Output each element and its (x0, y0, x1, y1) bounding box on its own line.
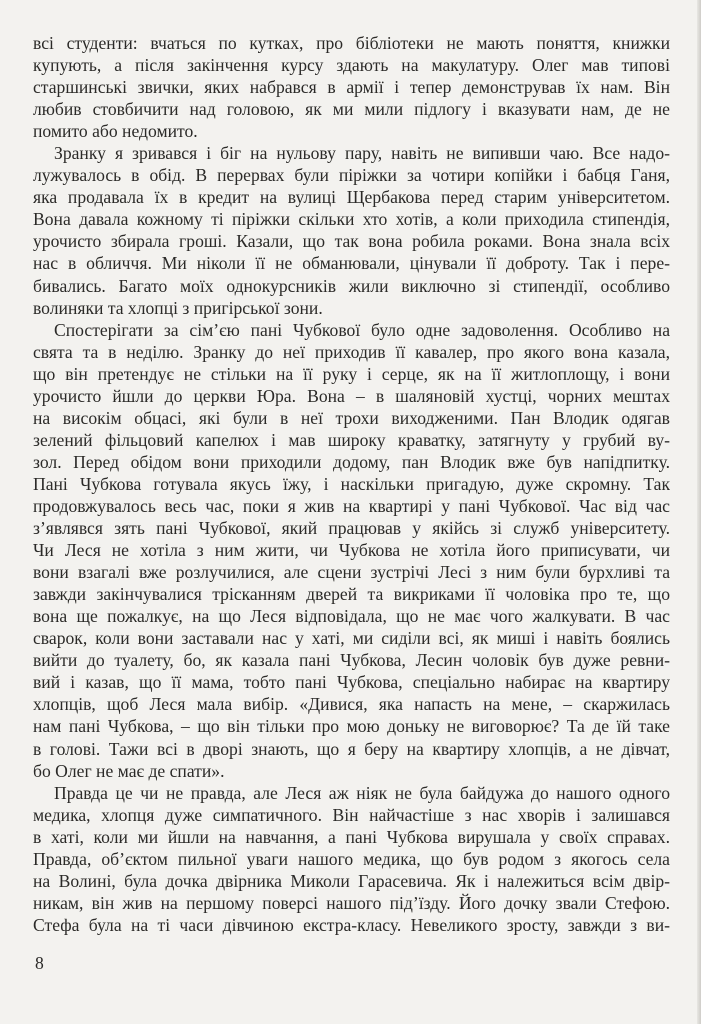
text-line: хлопців, щоб Леся мала вибір. «Дивися, яка напасть на мене, – скаржилась (33, 694, 670, 715)
text-line: продовжувалось весь час, поки я жив на квартирі у пані Чубкової. Час від час (33, 495, 670, 516)
page-number: 8 (35, 953, 44, 973)
text-line: завжди закінчувалися трісканням дверей та викриками її чоловіка про те, що (33, 584, 670, 605)
text-line: волиняки та хлопці з пригірської зони. (33, 297, 323, 318)
text-line: що він претендує не стільки на її руку і серце, як на її житлоплощу, і вони (33, 363, 670, 384)
text-line: з’являвся зять пані Чубкової, який працював у якійсь зі служб університету. (33, 518, 670, 539)
page-edge-shadow (697, 0, 701, 1024)
text-line: вона ще пожалкує, на що Леся відповідала, що не має чого жалкувати. В час (33, 606, 670, 627)
text-line: урочисто йшли до церкви Юра. Вона – в шаляновій хустці, чорних мештах (33, 385, 670, 406)
text-line: урочисто збирала гроші. Казали, що так вона робила роками. Вона знала всіх (33, 231, 670, 252)
text-line: Стефа була на ті часи дівчиною екстра-класу. Невеликого зросту, завжди з ви- (33, 914, 670, 935)
text-line: никам, він жив на першому поверсі нашого під’їзду. Його дочку звали Стефою. (33, 892, 670, 913)
text-line: на Волині, була дочка двірника Миколи Гарасевича. Як і належиться всім двір- (33, 870, 670, 891)
text-line: в хаті, коли ми йшли на навчання, а пані Чубкова вирушала у своїх справах. (33, 826, 670, 847)
text-line: вий і казав, що її мама, тобто пані Чубкова, спеціально набирає на квартиру (33, 672, 670, 693)
text-line: Правда, об’єктом пильної уваги нашого медика, що був родом з якогось села (33, 848, 670, 869)
text-line: вийти до туалету, бо, як казала пані Чубкова, Лесин чоловік був дуже ревни- (33, 650, 670, 671)
text-line: бо Олег не має де спати». (33, 760, 225, 781)
text-line: Пані Чубкова готувала якусь їжу, і наскільки пригадую, дуже скромну. Так (33, 473, 670, 494)
text-line: бивались. Багато моїх однокурсників жили виключно зі стипендії, особливо (33, 275, 670, 296)
text-line: Чи Леся не хотіла з ним жити, чи Чубкова не хотіла його приписувати, чи (33, 540, 670, 561)
text-line: нам пані Чубкова, – що він тільки про мою доньку не виговорює? Та де їй таке (33, 716, 670, 737)
text-line: зол. Перед обідом вони приходили додому, пан Влодик вже був напідпитку. (33, 451, 670, 472)
text-line: яка продавала їх в кредит на вулиці Щербакова перед старим університетом. (33, 187, 670, 208)
text-line: помито або недомито. (33, 121, 198, 142)
text-line: сварок, коли вони заставали нас у хаті, ми сиділи всі, як миші і навіть боялись (33, 628, 670, 649)
text-line: Правда це чи не правда, але Леся аж ніяк не була байдужа до нашого одного (54, 782, 670, 803)
text-line: купують, а після закінчення курсу здають на макулатуру. Олег мав типові (33, 55, 670, 76)
text-line: свята та в неділю. Зранку до неї приходив її кавалер, про якого вона казала, (33, 341, 670, 362)
text-line: Спостерігати за сім’єю пані Чубкової було одне задоволення. Особливо на (54, 319, 670, 340)
text-line: вони взагалі вже розлучилися, але сцени зустрічі Лесі з ним були бурхливі та (33, 562, 670, 583)
page-body-text (33, 32, 670, 936)
text-line: Зранку я зривався і біг на нульову пару, навіть не випивши чаю. Все надо- (54, 143, 670, 164)
text-line: любив стовбичити над головою, як ми мили підлогу і вказувати нам, де не (33, 99, 670, 120)
text-line: в голові. Тажи всі в дворі знають, що я беру на квартиру хлопців, а не дівчат, (33, 738, 670, 759)
text-line: нас в обличчя. Ми ніколи її не обманювали, цінували її доброту. Так і пере- (33, 253, 670, 274)
text-line: лужувалось в обід. В перервах були піріжки за чотири копійки і бабця Ганя, (33, 165, 670, 186)
text-line: зелений фільцовий капелюх і мав широку краватку, затягнуту у грубий ву- (33, 429, 670, 450)
text-line: всі студенти: вчаться по кутках, про бібліотеки не мають поняття, книжки (33, 33, 670, 53)
text-line: медика, хлопця дуже симпатичного. Він найчастіше з нас хворів і залишався (33, 804, 670, 825)
text-line: на високім обцасі, які були в неї трохи виходженими. Пан Влодик одягав (33, 407, 670, 428)
text-line: Вона давала кожному ті піріжки скільки хто хотів, а коли приходила стипендія, (33, 209, 670, 230)
text-line: старшинські звички, яких набрався в армії і тепер демонстрував їх нам. Він (33, 77, 670, 98)
